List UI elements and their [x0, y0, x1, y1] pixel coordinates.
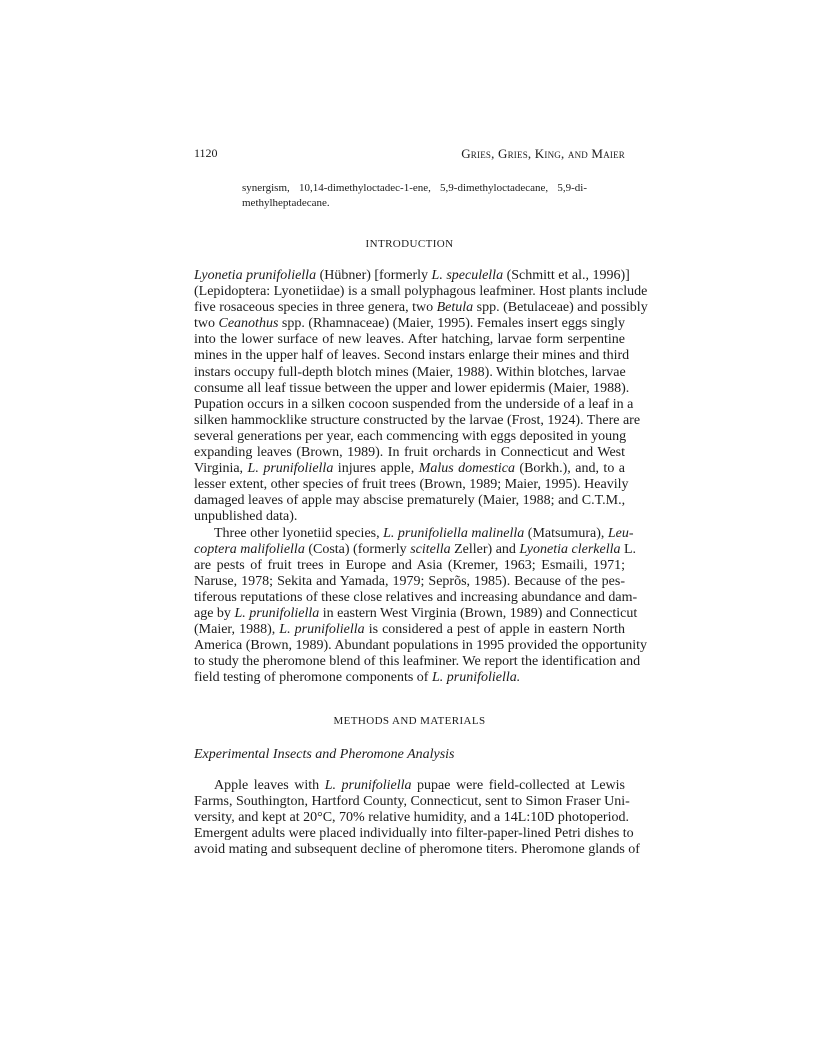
paragraph-line: Farms, Southington, Hartford County, Connecticut, sent to Simon Fraser Uni-: [194, 794, 630, 810]
introduction-heading: INTRODUCTION: [365, 238, 454, 250]
paragraph-line: damaged leaves of apple may abscise prematurely (Maier, 1988; and C.T.M.,: [194, 493, 626, 509]
paragraph-line: versity, and kept at 20°C, 70% relative humidity, and a 14L:10D photoperiod.: [194, 810, 629, 826]
paragraph-line: Naruse, 1978; Sekita and Yamada, 1979; Seprõs, 1985). Because of the pes-: [194, 573, 625, 589]
paragraph-line: to study the pheromone blend of this leafminer. We report the identification and: [194, 654, 641, 670]
methods-paragraph: [194, 778, 640, 858]
methods-subheading: Experimental Insects and Pheromone Analysis: [194, 747, 455, 762]
introduction-paragraph-1: [194, 268, 648, 526]
paragraph-line: Emergent adults were placed individually into filter-paper-lined Petri dishes to: [194, 826, 634, 842]
introduction-paragraph-2: [194, 525, 647, 687]
running-head-authors: Gries, Gries, King, and Maier: [461, 146, 625, 161]
paragraph-line: (Lepidoptera: Lyonetiidae) is a small polyphagous leafminer. Host plants include: [194, 284, 648, 300]
paragraph-line: Apple leaves with L. prunifoliella pupae were field-collected at Lewis: [214, 778, 625, 793]
paragraph-line: (Maier, 1988), L. prunifoliella is considered a pest of apple in eastern North: [194, 622, 625, 638]
keywords-continuation: [242, 181, 587, 211]
paragraph-line: unpublished data).: [194, 509, 298, 525]
paragraph-line: Three other lyonetiid species, L. prunifoliella malinella (Matsumura), Leu-: [214, 525, 634, 541]
paragraph-line: avoid mating and subsequent decline of pheromone titers. Pheromone glands of: [194, 842, 640, 858]
paragraph-line: field testing of pheromone components of L. prunifoliella.: [194, 670, 521, 686]
paragraph-line: are pests of fruit trees in Europe and Asia (Kremer, 1963; Esmaili, 1971;: [194, 557, 625, 573]
paragraph-line: into the lower surface of new leaves. After hatching, larvae form serpentine: [194, 332, 625, 348]
paragraph-line: five rosaceous species in three genera, two Betula spp. (Betulaceae) and possibly: [194, 300, 648, 316]
keywords-line: synergism, 10,14-dimethyloctadec-1-ene, 5,9-dimethyloctadecane, 5,9-di-: [242, 182, 587, 194]
paragraph-line: several generations per year, each commencing with eggs deposited in young: [194, 428, 627, 444]
paragraph-line: expanding leaves (Brown, 1989). In fruit orchards in Connecticut and West: [194, 445, 625, 461]
paragraph-line: Pupation occurs in a silken cocoon suspended from the underside of a leaf in a: [194, 396, 634, 412]
running-head: [194, 146, 625, 164]
paragraph-line: silken hammocklike structure constructed by the larvae (Frost, 1924). There are: [194, 412, 641, 428]
paragraph-line: Virginia, L. prunifoliella injures apple, Malus domestica (Borkh.), and, to a: [194, 461, 626, 477]
paragraph-line: tiferous reputations of these close relatives and increasing abundance and dam-: [194, 589, 638, 605]
paragraph-line: Lyonetia prunifoliella (Hübner) [formerly L. speculella (Schmitt et al., 1996)]: [194, 268, 630, 283]
paragraph-line: lesser extent, other species of fruit trees (Brown, 1989; Maier, 1995). Heavily: [194, 477, 629, 493]
paragraph-line: consume all leaf tissue between the upper and lower epidermis (Maier, 1988).: [194, 380, 630, 396]
methods-heading: METHODS AND MATERIALS: [333, 715, 486, 727]
paragraph-line: instars occupy full-depth blotch mines (Maier, 1988). Within blotches, larvae: [194, 364, 626, 380]
paragraph-line: America (Brown, 1989). Abundant populations in 1995 provided the opportunity: [194, 638, 647, 654]
paragraph-line: coptera malifoliella (Costa) (formerly scitella Zeller) and Lyonetia clerkella L.: [194, 541, 637, 557]
page-number: 1120: [194, 146, 218, 160]
paragraph-line: two Ceanothus spp. (Rhamnaceae) (Maier, 1995). Females insert eggs singly: [194, 316, 626, 332]
paragraph-line: mines in the upper half of leaves. Second instars enlarge their mines and third: [194, 348, 630, 364]
paragraph-line: age by L. prunifoliella in eastern West Virginia (Brown, 1989) and Connecticut: [194, 606, 638, 622]
keywords-line: methylheptadecane.: [242, 197, 330, 209]
